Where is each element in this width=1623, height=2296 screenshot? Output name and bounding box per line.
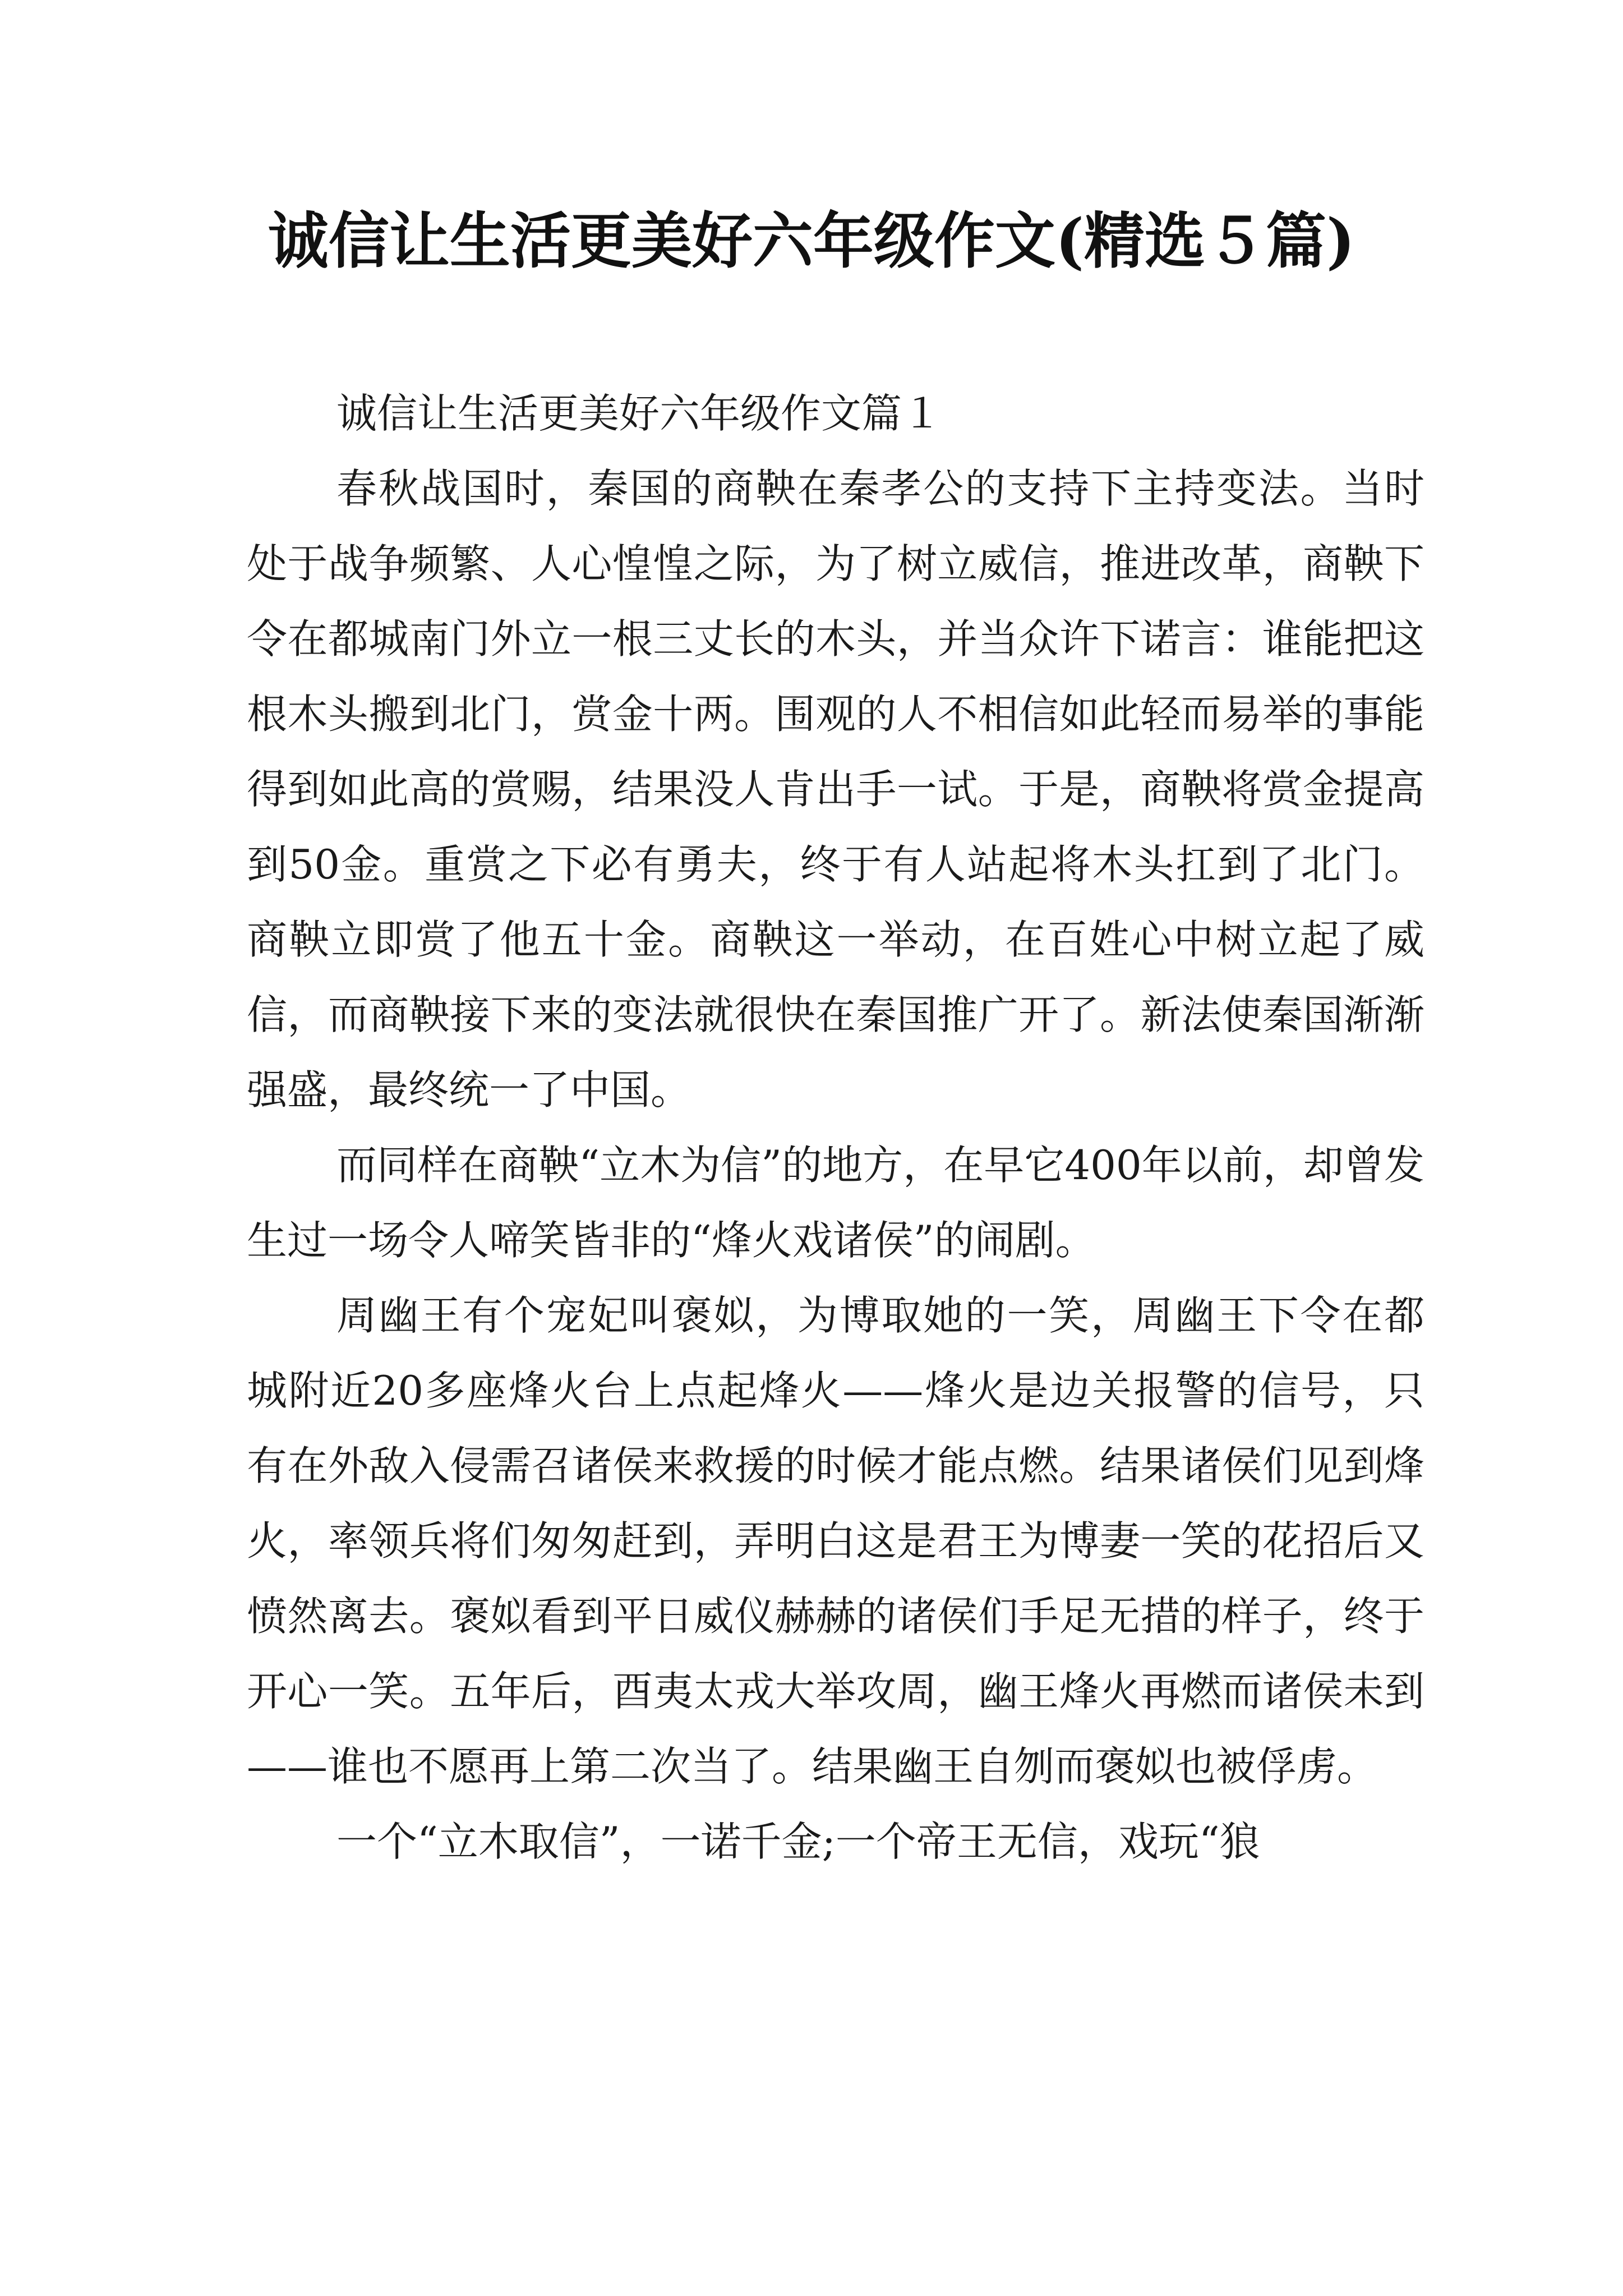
document-title: 诚信让生活更美好六年级作文(精选５篇) bbox=[268, 206, 1355, 277]
paragraph-3: 周幽王有个宠妃叫褒姒，为博取她的一笑，周幽王下令在都城附近20多座烽火台上点起烽火——烽火是边关报警的信号，只有在外敌入侵需召诸侯来救援的时候才能点燃。结果诸侯们见到烽火，率领兵将们匆匆赶到，弄明白这是君王为博妻一笑的花招后又愤然离去。褒姒看到平日威仪赫赫的诸侯们手足无措的样子，终于开心一笑。五年后，酉夷太戎大举攻周，幽王烽火再燃而诸侯未到——谁也不愿再上第二次当了。结果幽王自刎而褒姒也被俘虏。 bbox=[247, 1292, 1424, 1790]
section-heading: 诚信让生活更美好六年级作文篇１ bbox=[336, 390, 943, 437]
paragraph-2: 而同样在商鞅“立木为信”的地方，在早它400年以前，却曾发生过一场令人啼笑皆非的“烽火戏诸侯”的闹剧。 bbox=[247, 1142, 1424, 1264]
paragraph-1: 春秋战国时，秦国的商鞅在秦孝公的支持下主持变法。当时处于战争频繁、人心惶惶之际，为了树立威信，推进改革，商鞅下令在都城南门外立一根三丈长的木头，并当众许下诺言：谁能把这根木头搬到北门，赏金十两。围观的人不相信如此轻而易举的事能得到如此高的赏赐，结果没人肯出手一试。于是，商鞅将赏金提高到50金。重赏之下必有勇夫，终于有人站起将木头扛到了北门。商鞅立即赏了他五十金。商鞅这一举动，在百姓心中树立起了威信，而商鞅接下来的变法就很快在秦国推广开了。新法使秦国渐渐强盛，最终统一了中国。 bbox=[247, 465, 1424, 1114]
document-body bbox=[247, 376, 1424, 1879]
paragraph-4: 一个“立木取信”，一诺千金;一个帝王无信，戏玩“狼 bbox=[336, 1818, 1260, 1865]
